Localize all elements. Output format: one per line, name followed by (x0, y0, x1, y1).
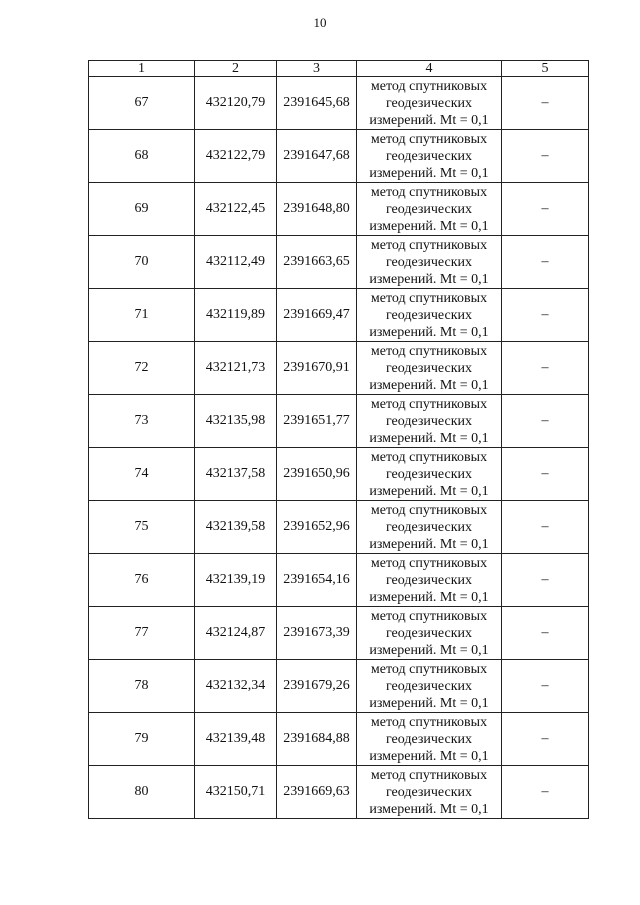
table-row (89, 289, 589, 342)
x-coordinate-cell: 432139,19 (195, 554, 277, 607)
method-line: метод спутниковых (370, 714, 488, 730)
method-line: геодезических (385, 413, 472, 429)
x-coordinate-cell: 432132,34 (195, 660, 277, 713)
method-line: измерений. Mt = 0,1 (369, 165, 489, 181)
method-line: метод спутниковых (370, 131, 488, 147)
y-coordinate-cell: 2391663,65 (277, 236, 357, 289)
y-coordinate-cell: 2391648,80 (277, 183, 357, 236)
method-line: измерений. Mt = 0,1 (369, 801, 489, 817)
point-number-cell: 67 (89, 77, 195, 130)
header-col-2: 2 (195, 61, 277, 77)
point-number-cell: 79 (89, 713, 195, 766)
y-coordinate-cell: 2391669,47 (277, 289, 357, 342)
method-line: измерений. Mt = 0,1 (369, 748, 489, 764)
table-row (89, 183, 589, 236)
method-cell (357, 130, 502, 183)
method-line: измерений. Mt = 0,1 (369, 642, 489, 658)
method-line: измерений. Mt = 0,1 (369, 377, 489, 393)
method-line: измерений. Mt = 0,1 (369, 536, 489, 552)
x-coordinate-cell: 432112,49 (195, 236, 277, 289)
method-line: геодезических (385, 678, 472, 694)
header-row (89, 61, 589, 77)
method-cell (357, 448, 502, 501)
method-line: измерений. Mt = 0,1 (369, 112, 489, 128)
method-cell (357, 395, 502, 448)
method-line: метод спутниковых (370, 449, 488, 465)
table-row (89, 501, 589, 554)
y-coordinate-cell: 2391670,91 (277, 342, 357, 395)
y-coordinate-cell: 2391654,16 (277, 554, 357, 607)
note-cell: – (502, 448, 589, 501)
note-cell: – (502, 713, 589, 766)
y-coordinate-cell: 2391651,77 (277, 395, 357, 448)
note-cell: – (502, 130, 589, 183)
method-cell (357, 183, 502, 236)
point-number-cell: 78 (89, 660, 195, 713)
x-coordinate-cell: 432124,87 (195, 607, 277, 660)
method-line: геодезических (385, 360, 472, 376)
note-cell: – (502, 342, 589, 395)
method-cell (357, 766, 502, 819)
note-cell: – (502, 289, 589, 342)
x-coordinate-cell: 432119,89 (195, 289, 277, 342)
note-cell: – (502, 607, 589, 660)
point-number-cell: 70 (89, 236, 195, 289)
table-row (89, 342, 589, 395)
point-number-cell: 74 (89, 448, 195, 501)
note-cell: – (502, 766, 589, 819)
method-line: геодезических (385, 519, 472, 535)
method-line: геодезических (385, 572, 472, 588)
x-coordinate-cell: 432121,73 (195, 342, 277, 395)
method-line: геодезических (385, 254, 472, 270)
x-coordinate-cell: 432120,79 (195, 77, 277, 130)
header-col-5: 5 (502, 61, 589, 77)
method-line: измерений. Mt = 0,1 (369, 589, 489, 605)
point-number-cell: 71 (89, 289, 195, 342)
y-coordinate-cell: 2391650,96 (277, 448, 357, 501)
method-cell (357, 501, 502, 554)
header-col-4: 4 (357, 61, 502, 77)
table-body (89, 77, 589, 819)
method-line: метод спутниковых (370, 767, 488, 783)
y-coordinate-cell: 2391645,68 (277, 77, 357, 130)
method-line: метод спутниковых (370, 78, 488, 94)
y-coordinate-cell: 2391647,68 (277, 130, 357, 183)
y-coordinate-cell: 2391679,26 (277, 660, 357, 713)
method-line: геодезических (385, 95, 472, 111)
method-cell (357, 607, 502, 660)
method-line: метод спутниковых (370, 343, 488, 359)
method-cell (357, 289, 502, 342)
method-line: метод спутниковых (370, 608, 488, 624)
x-coordinate-cell: 432135,98 (195, 395, 277, 448)
point-number-cell: 76 (89, 554, 195, 607)
method-line: метод спутниковых (370, 184, 488, 200)
method-line: метод спутниковых (370, 555, 488, 571)
method-cell (357, 236, 502, 289)
table-row (89, 448, 589, 501)
method-line: измерений. Mt = 0,1 (369, 271, 489, 287)
method-line: геодезических (385, 201, 472, 217)
table-row (89, 395, 589, 448)
method-line: геодезических (385, 731, 472, 747)
method-cell (357, 77, 502, 130)
method-line: измерений. Mt = 0,1 (369, 324, 489, 340)
method-line: измерений. Mt = 0,1 (369, 695, 489, 711)
method-line: измерений. Mt = 0,1 (369, 430, 489, 446)
point-number-cell: 80 (89, 766, 195, 819)
method-line: геодезических (385, 148, 472, 164)
point-number-cell: 75 (89, 501, 195, 554)
x-coordinate-cell: 432122,79 (195, 130, 277, 183)
method-line: измерений. Mt = 0,1 (369, 218, 489, 234)
table-row (89, 713, 589, 766)
method-cell (357, 660, 502, 713)
point-number-cell: 72 (89, 342, 195, 395)
method-line: геодезических (385, 625, 472, 641)
y-coordinate-cell: 2391652,96 (277, 501, 357, 554)
note-cell: – (502, 77, 589, 130)
x-coordinate-cell: 432137,58 (195, 448, 277, 501)
note-cell: – (502, 660, 589, 713)
note-cell: – (502, 501, 589, 554)
y-coordinate-cell: 2391673,39 (277, 607, 357, 660)
point-number-cell: 68 (89, 130, 195, 183)
method-line: метод спутниковых (370, 396, 488, 412)
method-line: метод спутниковых (370, 502, 488, 518)
table-row (89, 660, 589, 713)
table-row (89, 766, 589, 819)
point-number-cell: 77 (89, 607, 195, 660)
table-row (89, 130, 589, 183)
note-cell: – (502, 236, 589, 289)
table-row (89, 77, 589, 130)
header-col-1: 1 (89, 61, 195, 77)
method-line: метод спутниковых (370, 237, 488, 253)
method-line: геодезических (385, 466, 472, 482)
method-line: метод спутниковых (370, 661, 488, 677)
y-coordinate-cell: 2391684,88 (277, 713, 357, 766)
note-cell: – (502, 554, 589, 607)
x-coordinate-cell: 432150,71 (195, 766, 277, 819)
note-cell: – (502, 183, 589, 236)
method-line: геодезических (385, 784, 472, 800)
x-coordinate-cell: 432139,48 (195, 713, 277, 766)
y-coordinate-cell: 2391669,63 (277, 766, 357, 819)
table-row (89, 236, 589, 289)
method-line: измерений. Mt = 0,1 (369, 483, 489, 499)
header-col-3: 3 (277, 61, 357, 77)
x-coordinate-cell: 432139,58 (195, 501, 277, 554)
table-row (89, 554, 589, 607)
method-cell (357, 342, 502, 395)
note-cell: – (502, 395, 589, 448)
page-number: 10 (313, 15, 327, 30)
point-number-cell: 69 (89, 183, 195, 236)
point-number-cell: 73 (89, 395, 195, 448)
method-cell (357, 713, 502, 766)
coordinates-table (88, 60, 589, 819)
method-line: геодезических (385, 307, 472, 323)
table-row (89, 607, 589, 660)
method-line: метод спутниковых (370, 290, 488, 306)
x-coordinate-cell: 432122,45 (195, 183, 277, 236)
method-cell (357, 554, 502, 607)
